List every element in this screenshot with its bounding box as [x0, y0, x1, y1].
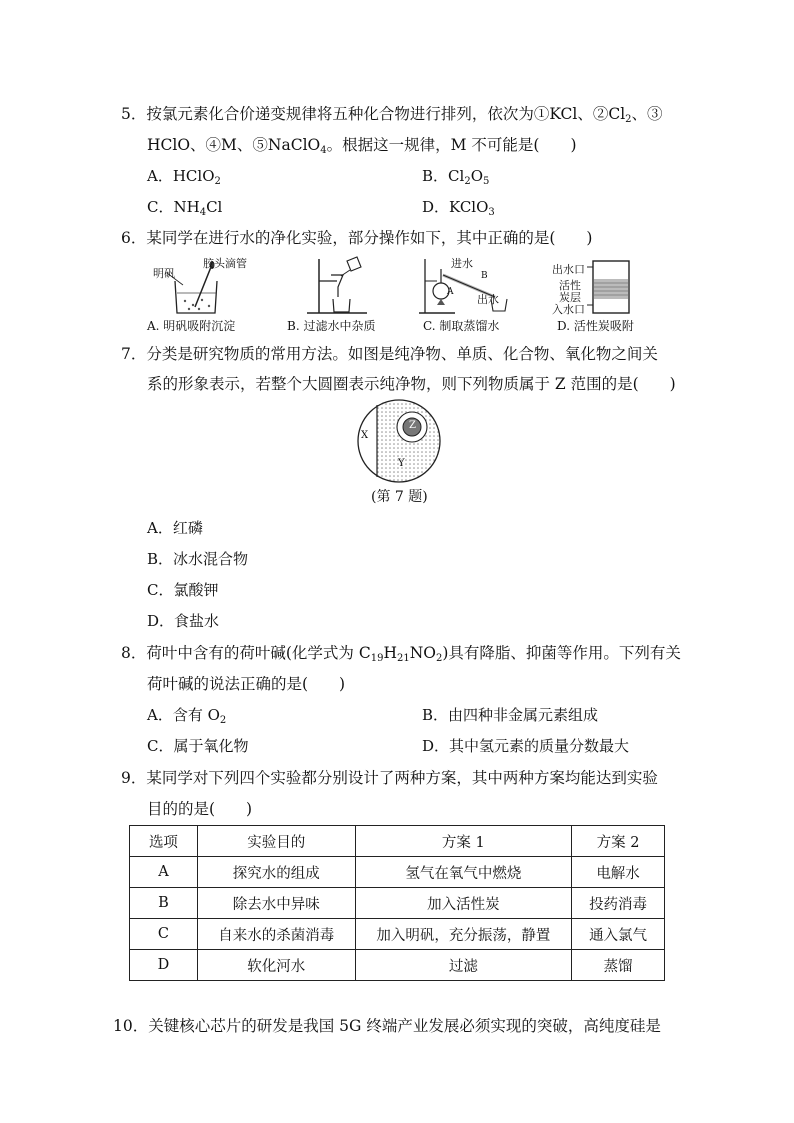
table-cell: 软化河水 — [197, 950, 355, 981]
q7-option-b: B．冰水混合物 — [147, 550, 249, 568]
q6-label-inlet: 入水口 — [552, 303, 585, 316]
table-cell: 探究水的组成 — [197, 857, 355, 888]
q9-table — [129, 825, 665, 981]
q6-label-dropper: 胶头滴管 — [203, 257, 247, 270]
table-cell: 自来水的杀菌消毒 — [197, 919, 355, 950]
q6-caption-d: D. 活性炭吸附 — [557, 319, 634, 333]
table-row — [130, 857, 665, 888]
q5-option-a: A．HClO$_2$ — [147, 167, 221, 187]
q8-stem-line1: 8．荷叶中含有的荷叶碱(化学式为 $C_{19}H_{21}NO_2$)具有降脂、抑菌等作用。下列有关 — [121, 644, 681, 664]
table-cell: D — [130, 950, 198, 981]
q6-stem: 6．某同学在进行水的净化实验，部分操作如下，其中正确的是( ) — [121, 229, 593, 247]
q6-label-alum: 明矾 — [153, 267, 175, 280]
q6-label-water-out: 出水 — [477, 293, 499, 306]
table-cell: 除去水中异味 — [197, 888, 355, 919]
q7-option-d: D．食盐水 — [147, 612, 220, 630]
header-cell: 实验目的 — [197, 826, 355, 857]
table-row — [130, 888, 665, 919]
q6-label-b: B — [481, 271, 488, 281]
q6-label-water-in: 进水 — [451, 257, 473, 270]
q8-option-d: D．其中氢元素的质量分数最大 — [422, 737, 630, 755]
header-cell: 选项 — [130, 826, 198, 857]
q6-label-active: 活性 — [559, 279, 581, 292]
q6-label-a: A — [447, 287, 454, 297]
table-cell: C — [130, 919, 198, 950]
table-cell: B — [130, 888, 198, 919]
q6-fig-d-carbon-filter — [587, 255, 637, 317]
q6-caption-a: A. 明矾吸附沉淀 — [147, 319, 236, 333]
table-cell: 投药消毒 — [572, 888, 665, 919]
q5-stem-line2: HClO、④M、⑤NaClO$_4$。根据这一规律，M 不可能是( ) — [147, 136, 577, 156]
q7-option-a: A．红磷 — [147, 519, 203, 537]
q6-figure — [147, 255, 647, 333]
q9-table-header — [130, 826, 665, 857]
q7-stem-line2: 系的形象表示，若整个大圆圈表示纯净物，则下列物质属于 Z 范围的是( ) — [147, 375, 676, 393]
q8-stem-line2: 荷叶碱的说法正确的是( ) — [147, 675, 346, 693]
table-cell: 过滤 — [355, 950, 572, 981]
table-row — [130, 919, 665, 950]
q7-venn-diagram — [356, 398, 442, 484]
q6-label-outlet: 出水口 — [552, 263, 585, 276]
table-cell: 电解水 — [572, 857, 665, 888]
q5-option-d: D．KClO$_3$ — [422, 198, 495, 218]
header-cell: 方案 1 — [355, 826, 572, 857]
q6-label-carbon-layer: 炭层 — [559, 291, 581, 304]
table-cell: 氢气在氧气中燃烧 — [355, 857, 572, 888]
q6-fig-b-filtration — [297, 255, 377, 317]
q8-option-c: C．属于氧化物 — [147, 737, 249, 755]
q7-option-c: C．氯酸钾 — [147, 581, 219, 599]
q10-stem-line1: 10．关键核心芯片的研发是我国 5G 终端产业发展必须实现的突破，高纯度硅是 — [113, 1017, 661, 1035]
table-cell: 加入明矾，充分振荡，静置 — [355, 919, 572, 950]
q7-stem-line1: 7．分类是研究物质的常用方法。如图是纯净物、单质、化合物、氧化物之间关 — [121, 345, 658, 363]
table-cell: 蒸馏 — [572, 950, 665, 981]
q9-stem-line2: 目的的是( ) — [147, 800, 253, 818]
table-cell: 通入氯气 — [572, 919, 665, 950]
header-cell: 方案 2 — [572, 826, 665, 857]
q8-option-a: A．含有 $O_2$ — [147, 706, 227, 726]
q8-option-b: B．由四种非金属元素组成 — [422, 706, 599, 724]
table-row — [130, 950, 665, 981]
q6-caption-c: C. 制取蒸馏水 — [423, 319, 500, 333]
q6-caption-b: B. 过滤水中杂质 — [287, 319, 376, 333]
q7-label-y: Y — [398, 458, 405, 469]
q5-option-b: B．$Cl_2O_5$ — [422, 167, 490, 187]
q5-stem-line1: 5．按氯元素化合价递变规律将五种化合物进行排列，依次为①KCl、$②Cl_2$、③ — [121, 105, 663, 125]
table-cell: 加入活性炭 — [355, 888, 572, 919]
table-cell: A — [130, 857, 198, 888]
q7-figure-caption: (第 7 题) — [371, 489, 428, 505]
q9-stem-line1: 9．某同学对下列四个实验都分别设计了两种方案，其中两种方案均能达到实验 — [121, 769, 658, 787]
q5-option-c: C．$NH_4Cl$ — [147, 198, 223, 218]
q7-label-z: Z — [409, 420, 416, 431]
q7-label-x: X — [361, 430, 369, 441]
